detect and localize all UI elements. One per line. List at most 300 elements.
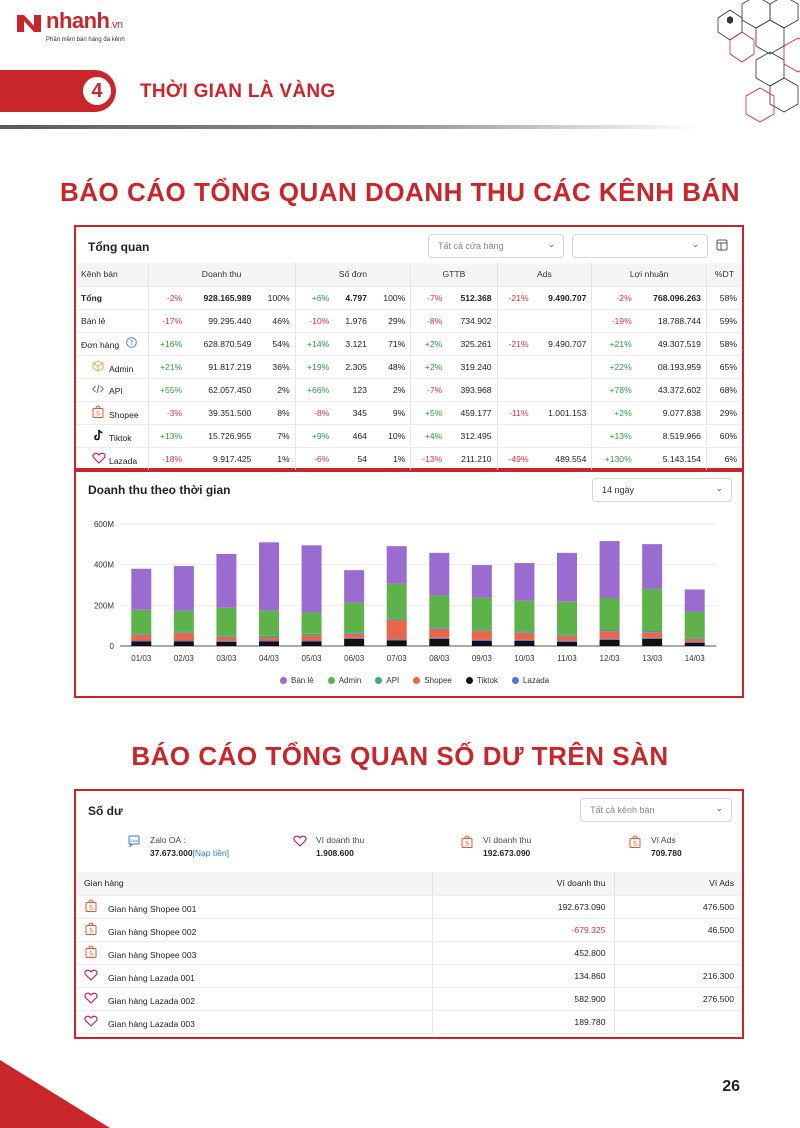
revenue-wallet-value: 582.900: [432, 987, 614, 1010]
lazada-icon: [84, 1015, 98, 1029]
x-tick-label: 09/03: [471, 654, 492, 663]
avg-change: -7%: [411, 378, 448, 401]
revenue-change: -3%: [148, 401, 187, 424]
bar-segment-lazada: [472, 640, 492, 641]
bar-segment-admin: [387, 584, 407, 619]
shopee-icon: [627, 835, 643, 858]
bar-segment-shopee: [259, 637, 279, 640]
bar-segment-api: [216, 635, 236, 637]
shopee-wallet-balance: [459, 835, 531, 858]
profit-change: -2%: [592, 286, 637, 309]
revenue-change: -18%: [148, 447, 187, 470]
overview-row: [76, 286, 742, 309]
profit-change: -19%: [592, 309, 637, 332]
revenue-change: +16%: [148, 332, 187, 355]
legend-label: API: [386, 676, 400, 685]
corner-decoration: [0, 1060, 110, 1128]
revenue-chart-title: Doanh thu theo thời gian: [88, 483, 231, 497]
bar-segment-shopee: [302, 635, 322, 640]
ads-value: 9.490.707: [534, 286, 592, 309]
revenue-share: 54%: [256, 332, 295, 355]
x-tick-label: 04/03: [258, 654, 280, 663]
avg-change: +4%: [411, 424, 448, 447]
revenue-value: 15.726.955: [187, 424, 256, 447]
bar-segment-admin: [642, 589, 662, 631]
legend-label: Bán lẻ: [291, 676, 314, 685]
bar-segment-tiktok: [131, 642, 151, 646]
zalo-label: Zalo OA :: [150, 835, 186, 845]
orders-change: +19%: [295, 355, 334, 378]
orders-value: 345: [334, 401, 372, 424]
orders-share: 48%: [372, 355, 411, 378]
profit-value: 5.143.154: [637, 447, 707, 470]
revenue-wallet-value: 134.860: [432, 964, 614, 987]
channel-name: Tiktok: [109, 432, 132, 443]
ads-change: -21%: [497, 332, 534, 355]
overview-row: [76, 355, 742, 378]
x-tick-label: 05/03: [301, 654, 322, 663]
overview-row: [76, 424, 742, 447]
bar-segment-admin: [174, 611, 194, 631]
bar-segment-lazada: [387, 639, 407, 640]
ads-change: [497, 309, 534, 332]
store-select[interactable]: [428, 234, 564, 258]
column-settings-icon[interactable]: [716, 238, 728, 256]
code-icon: [92, 384, 104, 396]
secondary-select[interactable]: [572, 234, 708, 258]
section-number: 4: [80, 74, 114, 108]
revenue-share: 1%: [256, 447, 295, 470]
shop-name-cell: [76, 987, 432, 1010]
orders-change: -6%: [295, 447, 334, 470]
bar-segment-lazada: [685, 642, 705, 643]
orders-change: +14%: [295, 332, 334, 355]
bar-segment-api: [642, 631, 662, 633]
channel-name-cell: [76, 355, 148, 378]
orders-change: -10%: [295, 309, 334, 332]
bar-segment-lazada: [259, 641, 279, 642]
bar-segment-bán-lẻ: [600, 541, 620, 598]
avg-value: 312.495: [447, 424, 497, 447]
revenue-value: 928.165.989: [187, 286, 256, 309]
channel-name-cell: [76, 286, 148, 309]
legend-swatch: [375, 677, 382, 684]
bar-segment-tiktok: [685, 643, 705, 646]
bar-segment-tiktok: [344, 639, 364, 646]
shop-name: Gian hàng Shopee 003: [108, 950, 197, 960]
logo-suffix: .vn: [109, 19, 123, 31]
channel-name: Lazada: [109, 455, 138, 466]
channel-name-cell: [76, 401, 148, 424]
shop-row[interactable]: [76, 1010, 742, 1033]
revenue-share: 46%: [256, 309, 295, 332]
orders-value: 2.305: [334, 355, 372, 378]
shop-row[interactable]: [76, 964, 742, 987]
bar-segment-bán-lẻ: [344, 570, 364, 603]
avg-value: 325.261: [447, 332, 497, 355]
shop-name-cell: [76, 918, 432, 941]
x-tick-label: 11/03: [557, 654, 577, 663]
revenue-wallet-value: 192.673.090: [432, 895, 614, 918]
dt-percent: 58%: [706, 332, 742, 355]
channel-name-cell: [76, 332, 148, 355]
bar-segment-tiktok: [216, 642, 236, 646]
top-up-link[interactable]: [Nạp tiền]: [192, 848, 229, 858]
shop-name: Gian hàng Lazada 003: [108, 1018, 195, 1029]
cube-icon: [92, 360, 104, 374]
bar-segment-lazada: [174, 641, 194, 642]
bar-segment-bán-lẻ: [174, 566, 194, 611]
bar-segment-lazada: [514, 640, 534, 641]
y-tick-label: 0: [109, 642, 114, 651]
x-tick-label: 13/03: [642, 654, 663, 663]
channel-select[interactable]: [580, 798, 732, 822]
bar-segment-lazada: [302, 641, 322, 642]
bar-segment-api: [685, 637, 705, 639]
col-profit: Lợi nhuận: [592, 263, 707, 286]
shopee-wallet-label: Ví doanh thu: [483, 835, 532, 845]
revenue-value: 9.917.425: [187, 447, 256, 470]
bar-segment-admin: [429, 596, 449, 628]
revenue-share: 2%: [256, 378, 295, 401]
dt-percent: 29%: [706, 401, 742, 424]
bar-segment-lazada: [216, 641, 236, 642]
ads-value: 9.490.707: [534, 332, 592, 355]
avg-change: -8%: [411, 309, 448, 332]
channel-name: API: [109, 385, 123, 396]
chevron-down-icon: ⌄: [691, 239, 699, 249]
ads-value: [534, 424, 592, 447]
section-divider: [0, 125, 700, 129]
bar-segment-tiktok: [557, 642, 577, 646]
profit-change: +2%: [592, 401, 637, 424]
profit-change: +78%: [592, 378, 637, 401]
bar-segment-tiktok: [472, 641, 492, 646]
channel-name-cell: [76, 424, 148, 447]
svg-text:S: S: [89, 904, 93, 912]
bar-segment-api: [174, 631, 194, 633]
balance-panel: [74, 789, 744, 1039]
dt-percent: 6%: [706, 447, 742, 470]
bar-segment-lazada: [600, 639, 620, 640]
channel-name: Đơn hàng: [81, 340, 120, 350]
ads-change: -49%: [497, 447, 534, 470]
bar-segment-admin: [685, 612, 705, 637]
bar-segment-tiktok: [429, 639, 449, 646]
balance-title: Số dư: [88, 804, 123, 818]
zalo-value: 37.673.000: [150, 848, 193, 858]
shop-name: Gian hàng Shopee 002: [108, 927, 197, 937]
channel-name-cell: [76, 447, 148, 470]
shop-name-cell: [76, 941, 432, 964]
bar-segment-tiktok: [259, 642, 279, 646]
ads-change: -21%: [497, 286, 534, 309]
bar-segment-lazada: [344, 638, 364, 639]
legend-swatch: [328, 677, 335, 684]
date-range-value: 14 ngày: [602, 485, 635, 495]
orders-change: +9%: [295, 424, 334, 447]
profit-change: +13%: [592, 424, 637, 447]
profit-value: 9.077.838: [637, 401, 707, 424]
zalo-oa-balance: [126, 835, 229, 858]
shop-name: Gian hàng Lazada 001: [108, 972, 195, 983]
avg-change: +2%: [411, 332, 448, 355]
bar-segment-api: [514, 631, 534, 633]
ads-value: 489.554: [534, 447, 592, 470]
shop-row[interactable]: [76, 941, 742, 964]
revenue-value: 62.057.450: [187, 378, 256, 401]
ads-change: [497, 355, 534, 378]
col-channel: Kênh bán: [76, 263, 148, 286]
section-title: THỜI GIAN LÀ VÀNG: [140, 81, 336, 102]
bar-segment-tiktok: [302, 642, 322, 646]
avg-value: 393.968: [447, 378, 497, 401]
nhanh-logo: [14, 10, 125, 44]
bar-segment-bán-lẻ: [429, 553, 449, 596]
lazada-wallet-label: Ví doanh thu: [316, 835, 365, 845]
y-tick-label: 200M: [93, 601, 114, 611]
revenue-share: 7%: [256, 424, 295, 447]
bar-segment-shopee: [387, 620, 407, 639]
help-circle-icon[interactable]: [126, 337, 138, 350]
profit-value: 43.372.602: [637, 378, 707, 401]
bar-segment-shopee: [344, 634, 364, 638]
bar-segment-bán-lẻ: [259, 542, 279, 610]
avg-change: +5%: [411, 401, 448, 424]
revenue-share: 8%: [256, 401, 295, 424]
revenue-report-heading: BÁO CÁO TỔNG QUAN DOANH THU CÁC KÊNH BÁN: [59, 177, 741, 207]
svg-text:S: S: [633, 840, 637, 848]
bar-segment-admin: [472, 598, 492, 630]
x-tick-label: 08/03: [429, 654, 450, 663]
chart-legend: [280, 676, 549, 685]
legend-label: Admin: [338, 676, 362, 685]
orders-value: 464: [334, 424, 372, 447]
bar-segment-api: [429, 627, 449, 629]
ads-change: [497, 378, 534, 401]
avg-value: 734.902: [447, 309, 497, 332]
bar-segment-lazada: [642, 638, 662, 639]
lazada-icon: [292, 835, 308, 858]
overview-row: [76, 309, 742, 332]
ads-value: [534, 309, 592, 332]
ads-wallet-value: [614, 941, 742, 964]
revenue-change: +55%: [148, 378, 187, 401]
zalo-icon: [126, 835, 142, 858]
x-tick-label: 06/03: [344, 654, 365, 663]
dt-percent: 59%: [706, 309, 742, 332]
bar-segment-shopee: [216, 637, 236, 641]
lazada-icon: [92, 452, 104, 466]
svg-text:Zalo: Zalo: [130, 839, 138, 843]
svg-text:S: S: [89, 927, 93, 935]
revenue-change: -17%: [148, 309, 187, 332]
legend-item[interactable]: [413, 676, 452, 685]
revenue-value: 39.351.500: [187, 401, 256, 424]
channel-name-cell: [76, 309, 148, 332]
x-tick-label: 14/03: [684, 654, 705, 663]
ads-value: [534, 378, 592, 401]
x-tick-label: 02/03: [173, 654, 194, 663]
bar-segment-tiktok: [600, 640, 620, 646]
orders-value: 3.121: [334, 332, 372, 355]
orders-change: +66%: [295, 378, 334, 401]
revenue-value: 91.817.219: [187, 355, 256, 378]
bar-segment-api: [259, 636, 279, 638]
ads-wallet-value: [614, 1010, 742, 1033]
bar-segment-tiktok: [174, 642, 194, 646]
overview-row: [76, 332, 742, 355]
legend-label: Tiktok: [476, 676, 498, 685]
orders-share: 2%: [372, 378, 411, 401]
bar-segment-admin: [131, 610, 151, 633]
svg-text:S: S: [89, 950, 93, 958]
avg-value: 211.210: [447, 447, 497, 470]
col-ads: Ads: [497, 263, 592, 286]
channel-name: Shopee: [109, 410, 139, 420]
shopee-ads-value: 709.780: [651, 848, 682, 858]
shop-name-cell: [76, 895, 432, 918]
date-range-select[interactable]: [592, 478, 732, 502]
profit-change: +22%: [592, 355, 637, 378]
ads-wallet-value: 276.500: [614, 987, 742, 1010]
legend-label: Lazada: [522, 676, 550, 685]
bar-segment-api: [600, 630, 620, 632]
profit-value: 768.096.263: [637, 286, 707, 309]
legend-item[interactable]: [466, 676, 498, 685]
revenue-wallet-value: 189.780: [432, 1010, 614, 1033]
y-tick-label: 400M: [93, 560, 114, 570]
legend-label: Shopee: [424, 676, 452, 685]
svg-text:S: S: [96, 410, 100, 418]
revenue-wallet-value: 452.800: [432, 941, 614, 964]
bar-segment-bán-lẻ: [472, 565, 492, 598]
orders-value: 4.797: [334, 286, 372, 309]
y-tick-label: 600M: [93, 520, 114, 529]
col-orders: Số đơn: [295, 263, 411, 286]
avg-change: -7%: [411, 286, 448, 309]
ads-wallet-value: 216.300: [614, 964, 742, 987]
profit-value: 49.307.519: [637, 332, 707, 355]
revenue-bar-chart: [76, 510, 742, 678]
lazada-wallet-value: 1.908.600: [316, 848, 354, 858]
shop-row[interactable]: [76, 987, 742, 1010]
shopee-ads-label: Ví Ads: [651, 835, 676, 845]
bar-segment-admin: [216, 608, 236, 635]
logo-mark-icon: [14, 10, 44, 36]
chevron-down-icon: ⌄: [547, 239, 555, 249]
avg-value: 512.368: [447, 286, 497, 309]
bar-segment-bán-lẻ: [557, 553, 577, 602]
bar-segment-shopee: [600, 631, 620, 639]
legend-item[interactable]: [280, 676, 314, 685]
col-dt: %DT: [706, 263, 742, 286]
bar-segment-shopee: [514, 633, 534, 640]
bar-segment-bán-lẻ: [216, 554, 236, 608]
bar-segment-api: [344, 632, 364, 634]
bar-segment-bán-lẻ: [514, 563, 534, 601]
bar-segment-api: [302, 634, 322, 636]
shop-name: Gian hàng Shopee 001: [108, 904, 197, 914]
logo-name: nhanh: [46, 8, 110, 33]
legend-item[interactable]: [512, 676, 549, 685]
shop-row[interactable]: [76, 918, 742, 941]
overview-panel: [74, 225, 744, 470]
bar-segment-bán-lẻ: [387, 546, 407, 584]
legend-item[interactable]: [375, 676, 399, 685]
legend-swatch: [413, 677, 420, 684]
bar-segment-shopee: [557, 636, 577, 641]
bar-segment-tiktok: [642, 639, 662, 646]
revenue-change: +21%: [148, 355, 187, 378]
page-number: 26: [722, 1078, 740, 1095]
profit-value: 18.788.744: [637, 309, 707, 332]
profit-value: 08.193.959: [637, 355, 707, 378]
col-revenue-wallet: Ví doanh thu: [432, 872, 614, 895]
dt-percent: 60%: [706, 424, 742, 447]
revenue-share: 36%: [256, 355, 295, 378]
revenue-value: 628.870.549: [187, 332, 256, 355]
legend-item[interactable]: [328, 676, 362, 685]
bar-segment-admin: [557, 602, 577, 635]
bar-segment-bán-lẻ: [302, 545, 322, 612]
dt-percent: 68%: [706, 378, 742, 401]
store-select-value: Tất cả cửa hàng: [438, 241, 504, 251]
balance-table: [76, 872, 742, 1034]
overview-row: [76, 378, 742, 401]
shopee-wallet-value: 192.673.090: [483, 848, 531, 858]
chevron-down-icon: ⌄: [715, 803, 723, 813]
ads-value: 1.001.153: [534, 401, 592, 424]
legend-swatch: [512, 677, 519, 684]
bar-segment-api: [131, 633, 151, 635]
channel-name: Admin: [109, 363, 134, 374]
svg-text:S: S: [465, 840, 469, 848]
orders-share: 71%: [372, 332, 411, 355]
bar-segment-shopee: [131, 635, 151, 641]
overview-row: [76, 401, 742, 424]
shop-name: Gian hàng Lazada 002: [108, 995, 195, 1006]
bar-segment-api: [472, 629, 492, 631]
bar-segment-admin: [514, 601, 534, 632]
bar-segment-shopee: [642, 632, 662, 638]
orders-change: -8%: [295, 401, 334, 424]
bar-segment-api: [557, 634, 577, 636]
shopee-icon: [459, 835, 475, 858]
bar-segment-shopee: [174, 633, 194, 641]
balance-report-heading: BÁO CÁO TỔNG QUAN SỐ DƯ TRÊN SÀN: [131, 741, 669, 771]
shopee-icon: [84, 899, 98, 914]
bar-segment-admin: [344, 603, 364, 632]
shop-row[interactable]: [76, 895, 742, 918]
lazada-icon: [84, 969, 98, 983]
bar-segment-admin: [600, 598, 620, 630]
svg-text:?: ?: [129, 339, 134, 347]
bar-segment-tiktok: [387, 640, 407, 646]
shopee-icon: [84, 922, 98, 937]
revenue-value: 99.295.440: [187, 309, 256, 332]
col-ads-wallet: Ví Ads: [614, 872, 742, 895]
overview-row: [76, 447, 742, 470]
col-avg: GTTB: [411, 263, 497, 286]
channel-name: Tổng: [81, 292, 102, 303]
profit-change: +21%: [592, 332, 637, 355]
ads-value: [534, 355, 592, 378]
bar-segment-shopee: [472, 631, 492, 640]
profit-value: 8.519.966: [637, 424, 707, 447]
shopee-icon: [84, 945, 98, 960]
x-tick-label: 01/03: [131, 654, 152, 663]
